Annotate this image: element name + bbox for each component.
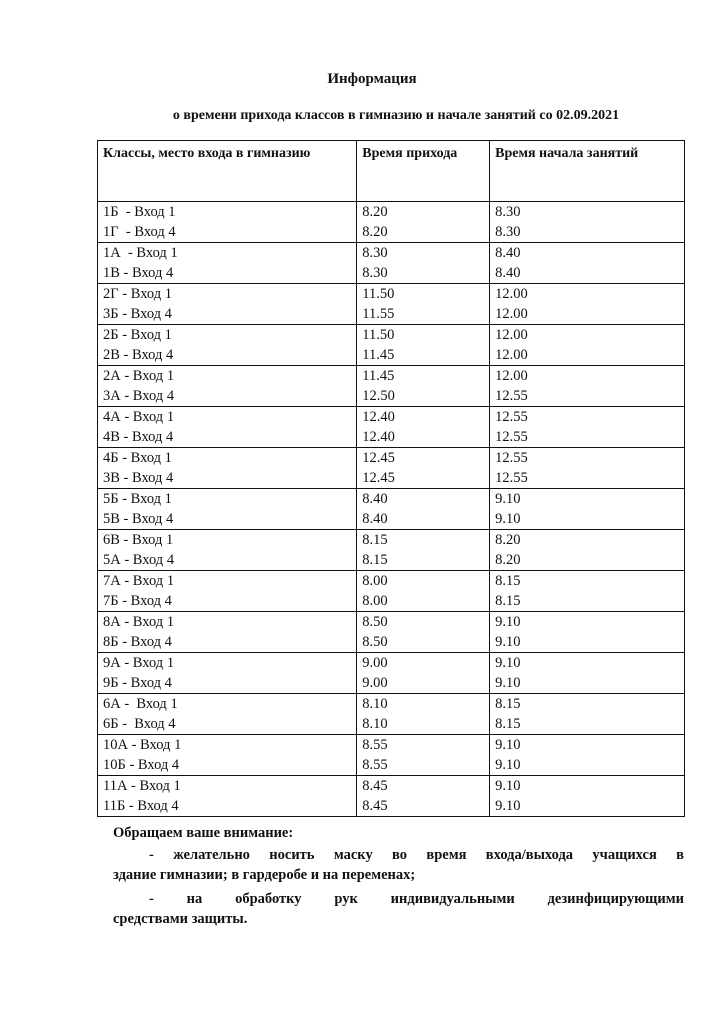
cell-line: 9.00 bbox=[362, 655, 388, 671]
cell-line: 8.10 bbox=[362, 716, 388, 732]
cell-line: 8.40 bbox=[362, 511, 388, 527]
arrival-time-cell bbox=[357, 489, 490, 530]
cell-line: 9.10 bbox=[495, 737, 521, 753]
start-time-cell bbox=[490, 202, 685, 243]
cell-line: 9.10 bbox=[495, 757, 521, 773]
cell-line: 11Б - Вход 4 bbox=[103, 798, 179, 814]
class-entrance-cell bbox=[98, 776, 357, 817]
cell-line: 6В - Вход 1 bbox=[103, 532, 174, 548]
table-row bbox=[98, 735, 685, 776]
cell-line: 8.15 bbox=[362, 552, 388, 568]
arrival-time-cell bbox=[357, 653, 490, 694]
start-time-cell bbox=[490, 612, 685, 653]
cell-line: 12.45 bbox=[362, 450, 395, 466]
cell-line: 9.10 bbox=[495, 655, 521, 671]
start-time-cell bbox=[490, 735, 685, 776]
note-item-first-line: - желательно носить маску во время входа/выхода учащихся в bbox=[149, 847, 684, 863]
cell-line: 12.00 bbox=[495, 368, 528, 384]
cell-line: 3В - Вход 4 bbox=[103, 470, 174, 486]
arrival-time-cell bbox=[357, 243, 490, 284]
cell-line: 12.40 bbox=[362, 429, 395, 445]
cell-line: 11.50 bbox=[362, 286, 395, 302]
note-item bbox=[113, 845, 684, 885]
cell-line: 8.45 bbox=[362, 798, 388, 814]
cell-line: 12.55 bbox=[495, 450, 528, 466]
header-classes: Классы, место входа в гимназию bbox=[98, 141, 357, 202]
arrival-time-cell bbox=[357, 448, 490, 489]
schedule-table bbox=[97, 140, 685, 817]
cell-line: 12.00 bbox=[495, 286, 528, 302]
cell-line: 1Б - Вход 1 bbox=[103, 204, 176, 220]
cell-line: 11.45 bbox=[362, 368, 395, 384]
cell-line: 3А - Вход 4 bbox=[103, 388, 175, 404]
start-time-cell bbox=[490, 694, 685, 735]
cell-line: 8.40 bbox=[495, 245, 521, 261]
class-entrance-cell bbox=[98, 325, 357, 366]
cell-line: 11.55 bbox=[362, 306, 395, 322]
arrival-time-cell bbox=[357, 284, 490, 325]
cell-line: 10А - Вход 1 bbox=[103, 737, 182, 753]
cell-line: 8.00 bbox=[362, 573, 388, 589]
document-title: Информация bbox=[327, 71, 417, 87]
start-time-cell bbox=[490, 448, 685, 489]
cell-line: 8.55 bbox=[362, 757, 388, 773]
table-row bbox=[98, 694, 685, 735]
note-item-continuation: здание гимназии; в гардеробе и на переменах; bbox=[113, 867, 416, 883]
class-entrance-cell bbox=[98, 407, 357, 448]
start-time-cell bbox=[490, 653, 685, 694]
start-time-cell bbox=[490, 489, 685, 530]
arrival-time-cell bbox=[357, 366, 490, 407]
arrival-time-cell bbox=[357, 202, 490, 243]
table-row bbox=[98, 571, 685, 612]
table-row bbox=[98, 612, 685, 653]
cell-line: 1Г - Вход 4 bbox=[103, 224, 176, 240]
arrival-time-cell bbox=[357, 530, 490, 571]
table-row bbox=[98, 653, 685, 694]
cell-line: 9.10 bbox=[495, 798, 521, 814]
cell-line: 6Б - Вход 4 bbox=[103, 716, 176, 732]
cell-line: 8.30 bbox=[362, 265, 388, 281]
cell-line: 9Б - Вход 4 bbox=[103, 675, 172, 691]
cell-line: 8.30 bbox=[495, 204, 521, 220]
start-time-cell bbox=[490, 571, 685, 612]
cell-line: 8.15 bbox=[495, 696, 521, 712]
table-row bbox=[98, 243, 685, 284]
class-entrance-cell bbox=[98, 530, 357, 571]
cell-line: 3Б - Вход 4 bbox=[103, 306, 172, 322]
class-entrance-cell bbox=[98, 653, 357, 694]
table-header-row bbox=[98, 141, 685, 202]
cell-line: 8.50 bbox=[362, 634, 388, 650]
class-entrance-cell bbox=[98, 448, 357, 489]
cell-line: 8.40 bbox=[362, 491, 388, 507]
cell-line: 9.10 bbox=[495, 675, 521, 691]
cell-line: 5Б - Вход 1 bbox=[103, 491, 172, 507]
cell-line: 12.00 bbox=[495, 347, 528, 363]
table-row bbox=[98, 202, 685, 243]
cell-line: 12.40 bbox=[362, 409, 395, 425]
class-entrance-cell bbox=[98, 243, 357, 284]
cell-line: 12.55 bbox=[495, 429, 528, 445]
cell-line: 9.10 bbox=[495, 614, 521, 630]
cell-line: 12.45 bbox=[362, 470, 395, 486]
table-row bbox=[98, 407, 685, 448]
table-row bbox=[98, 284, 685, 325]
cell-line: 8.00 bbox=[362, 593, 388, 609]
arrival-time-cell bbox=[357, 776, 490, 817]
start-time-cell bbox=[490, 325, 685, 366]
note-item-first-line: - на обработку рук индивидуальными дезинфицирующими bbox=[149, 891, 684, 907]
start-time-cell bbox=[490, 407, 685, 448]
table-row bbox=[98, 325, 685, 366]
cell-line: 2А - Вход 1 bbox=[103, 368, 175, 384]
cell-line: 8А - Вход 1 bbox=[103, 614, 175, 630]
cell-line: 5А - Вход 4 bbox=[103, 552, 175, 568]
note-item-continuation: средствами защиты. bbox=[113, 911, 248, 927]
cell-line: 12.00 bbox=[495, 327, 528, 343]
notes-heading: Обращаем ваше внимание: bbox=[113, 825, 294, 841]
cell-line: 12.00 bbox=[495, 306, 528, 322]
class-entrance-cell bbox=[98, 366, 357, 407]
cell-line: 8.15 bbox=[495, 716, 521, 732]
start-time-cell bbox=[490, 366, 685, 407]
table-row bbox=[98, 489, 685, 530]
cell-line: 1В - Вход 4 bbox=[103, 265, 174, 281]
cell-line: 12.55 bbox=[495, 388, 528, 404]
cell-line: 4В - Вход 4 bbox=[103, 429, 174, 445]
cell-line: 5В - Вход 4 bbox=[103, 511, 174, 527]
class-entrance-cell bbox=[98, 612, 357, 653]
cell-line: 4Б - Вход 1 bbox=[103, 450, 172, 466]
table-body bbox=[98, 202, 685, 817]
cell-line: 8Б - Вход 4 bbox=[103, 634, 172, 650]
cell-line: 8.10 bbox=[362, 696, 388, 712]
cell-line: 1А - Вход 1 bbox=[103, 245, 178, 261]
cell-line: 11.45 bbox=[362, 347, 395, 363]
cell-line: 12.50 bbox=[362, 388, 395, 404]
cell-line: 9.10 bbox=[495, 491, 521, 507]
table-row bbox=[98, 448, 685, 489]
arrival-time-cell bbox=[357, 407, 490, 448]
arrival-time-cell bbox=[357, 694, 490, 735]
cell-line: 8.20 bbox=[362, 224, 388, 240]
cell-line: 6А - Вход 1 bbox=[103, 696, 178, 712]
cell-line: 2Г - Вход 1 bbox=[103, 286, 172, 302]
start-time-cell bbox=[490, 530, 685, 571]
cell-line: 7А - Вход 1 bbox=[103, 573, 175, 589]
cell-line: 2В - Вход 4 bbox=[103, 347, 174, 363]
arrival-time-cell bbox=[357, 612, 490, 653]
cell-line: 11А - Вход 1 bbox=[103, 778, 181, 794]
start-time-cell bbox=[490, 284, 685, 325]
cell-line: 8.40 bbox=[495, 265, 521, 281]
note-item bbox=[113, 889, 684, 929]
class-entrance-cell bbox=[98, 202, 357, 243]
cell-line: 4А - Вход 1 bbox=[103, 409, 175, 425]
cell-line: 7Б - Вход 4 bbox=[103, 593, 172, 609]
cell-line: 8.15 bbox=[495, 573, 521, 589]
cell-line: 8.20 bbox=[495, 552, 521, 568]
table-row bbox=[98, 776, 685, 817]
cell-line: 2Б - Вход 1 bbox=[103, 327, 172, 343]
class-entrance-cell bbox=[98, 735, 357, 776]
start-time-cell bbox=[490, 243, 685, 284]
arrival-time-cell bbox=[357, 325, 490, 366]
cell-line: 8.20 bbox=[362, 204, 388, 220]
cell-line: 8.30 bbox=[362, 245, 388, 261]
arrival-time-cell bbox=[357, 571, 490, 612]
cell-line: 8.20 bbox=[495, 532, 521, 548]
header-start-time: Время начала занятий bbox=[490, 141, 685, 202]
cell-line: 9.10 bbox=[495, 511, 521, 527]
class-entrance-cell bbox=[98, 284, 357, 325]
cell-line: 8.15 bbox=[495, 593, 521, 609]
cell-line: 8.30 bbox=[495, 224, 521, 240]
cell-line: 12.55 bbox=[495, 470, 528, 486]
table-row bbox=[98, 530, 685, 571]
cell-line: 8.45 bbox=[362, 778, 388, 794]
cell-line: 8.50 bbox=[362, 614, 388, 630]
cell-line: 11.50 bbox=[362, 327, 395, 343]
table-row bbox=[98, 366, 685, 407]
cell-line: 9.10 bbox=[495, 634, 521, 650]
cell-line: 9.10 bbox=[495, 778, 521, 794]
arrival-time-cell bbox=[357, 735, 490, 776]
cell-line: 9.00 bbox=[362, 675, 388, 691]
cell-line: 8.15 bbox=[362, 532, 388, 548]
cell-line: 10Б - Вход 4 bbox=[103, 757, 180, 773]
header-arrival-time: Время прихода bbox=[357, 141, 490, 202]
class-entrance-cell bbox=[98, 571, 357, 612]
cell-line: 12.55 bbox=[495, 409, 528, 425]
cell-line: 9А - Вход 1 bbox=[103, 655, 175, 671]
start-time-cell bbox=[490, 776, 685, 817]
class-entrance-cell bbox=[98, 694, 357, 735]
document-subtitle: о времени прихода классов в гимназию и начале занятий со 02.09.2021 bbox=[172, 108, 620, 123]
class-entrance-cell bbox=[98, 489, 357, 530]
cell-line: 8.55 bbox=[362, 737, 388, 753]
